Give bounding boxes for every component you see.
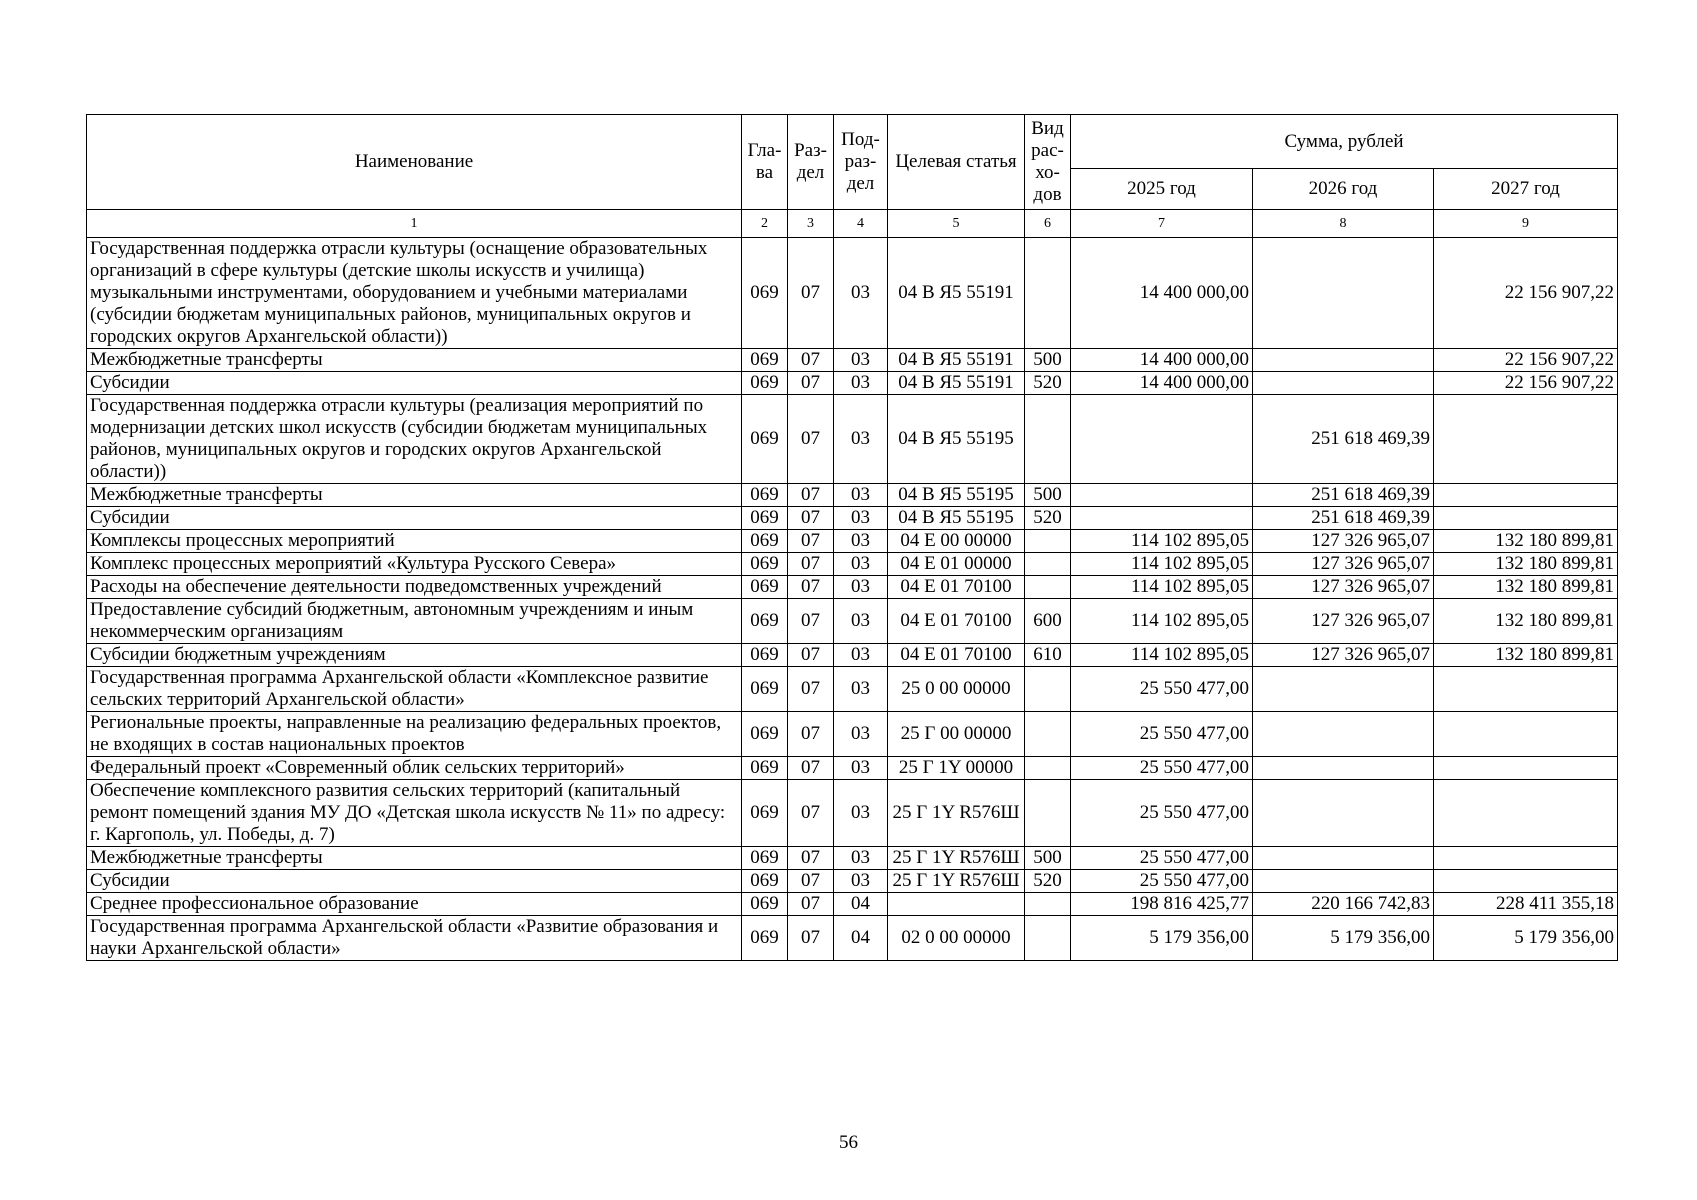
table-header [87,115,1618,238]
row-subsection: 04 [834,916,888,961]
row-sum-2027: 228 411 355,18 [1434,893,1618,916]
table-row [87,712,1618,757]
column-number: 7 [1071,210,1253,238]
budget-table [86,114,1618,961]
row-target-article: 04 В Я5 55191 [888,372,1025,395]
row-sum-2026 [1253,712,1434,757]
header-expense-type: Вид рас-хо-дов [1025,115,1071,210]
row-section: 07 [788,349,834,372]
row-section: 07 [788,599,834,644]
row-expense-type: 500 [1025,847,1071,870]
row-sum-2026 [1253,757,1434,780]
row-chapter: 069 [742,553,788,576]
row-name: Федеральный проект «Современный облик сельских территорий» [87,757,742,780]
row-chapter: 069 [742,238,788,349]
row-expense-type: 500 [1025,349,1071,372]
table-row [87,599,1618,644]
row-expense-type: 610 [1025,644,1071,667]
table-row [87,847,1618,870]
row-section: 07 [788,870,834,893]
row-target-article: 25 0 00 00000 [888,667,1025,712]
row-expense-type [1025,553,1071,576]
header-subsection: Под-раз-дел [834,115,888,210]
row-sum-2027 [1434,667,1618,712]
row-sum-2025 [1071,507,1253,530]
row-subsection: 03 [834,484,888,507]
row-sum-2025: 114 102 895,05 [1071,553,1253,576]
row-sum-2026: 127 326 965,07 [1253,576,1434,599]
row-subsection: 03 [834,667,888,712]
table-row [87,484,1618,507]
row-target-article: 25 Г 1Y R576Ш [888,780,1025,847]
row-name: Субсидии [87,372,742,395]
row-section: 07 [788,576,834,599]
header-name: Наименование [87,115,742,210]
row-chapter: 069 [742,349,788,372]
row-sum-2026: 251 618 469,39 [1253,395,1434,484]
row-sum-2027: 132 180 899,81 [1434,576,1618,599]
row-section: 07 [788,644,834,667]
row-target-article: 04 В Я5 55191 [888,238,1025,349]
table-row [87,780,1618,847]
row-subsection: 04 [834,893,888,916]
row-sum-2026: 220 166 742,83 [1253,893,1434,916]
table-row [87,395,1618,484]
row-target-article: 04 Е 01 00000 [888,553,1025,576]
row-sum-2026 [1253,847,1434,870]
row-expense-type [1025,530,1071,553]
row-subsection: 03 [834,870,888,893]
row-target-article: 25 Г 1Y R576Ш [888,870,1025,893]
row-sum-2027 [1434,484,1618,507]
row-expense-type: 520 [1025,507,1071,530]
row-expense-type: 500 [1025,484,1071,507]
column-number: 4 [834,210,888,238]
row-sum-2025: 198 816 425,77 [1071,893,1253,916]
row-subsection: 03 [834,507,888,530]
row-sum-2025 [1071,395,1253,484]
row-sum-2027: 22 156 907,22 [1434,349,1618,372]
row-section: 07 [788,395,834,484]
row-name: Расходы на обеспечение деятельности подведомственных учреждений [87,576,742,599]
row-name: Межбюджетные трансферты [87,847,742,870]
row-expense-type [1025,780,1071,847]
row-target-article: 04 Е 00 00000 [888,530,1025,553]
table-row [87,530,1618,553]
row-subsection: 03 [834,349,888,372]
row-sum-2027: 132 180 899,81 [1434,644,1618,667]
row-subsection: 03 [834,576,888,599]
table-row [87,667,1618,712]
header-target: Целевая статья [888,115,1025,210]
row-sum-2026: 127 326 965,07 [1253,644,1434,667]
row-sum-2025: 114 102 895,05 [1071,576,1253,599]
row-section: 07 [788,667,834,712]
row-chapter: 069 [742,507,788,530]
row-expense-type [1025,712,1071,757]
column-number: 3 [788,210,834,238]
row-sum-2027: 22 156 907,22 [1434,238,1618,349]
header-year-2027: 2027 год [1434,169,1618,210]
row-subsection: 03 [834,780,888,847]
row-sum-2027 [1434,757,1618,780]
table-row [87,644,1618,667]
row-sum-2025: 14 400 000,00 [1071,372,1253,395]
row-section: 07 [788,757,834,780]
row-target-article: 02 0 00 00000 [888,916,1025,961]
column-number: 1 [87,210,742,238]
row-section: 07 [788,780,834,847]
row-section: 07 [788,507,834,530]
row-sum-2025: 114 102 895,05 [1071,599,1253,644]
row-chapter: 069 [742,667,788,712]
row-section: 07 [788,372,834,395]
table-row [87,576,1618,599]
row-subsection: 03 [834,553,888,576]
row-expense-type: 520 [1025,870,1071,893]
row-sum-2025: 14 400 000,00 [1071,238,1253,349]
header-section: Раз-дел [788,115,834,210]
row-chapter: 069 [742,893,788,916]
row-target-article: 25 Г 1Y R576Ш [888,847,1025,870]
row-expense-type [1025,667,1071,712]
row-expense-type [1025,395,1071,484]
row-target-article: 25 Г 1Y 00000 [888,757,1025,780]
row-chapter: 069 [742,916,788,961]
row-section: 07 [788,530,834,553]
row-expense-type [1025,238,1071,349]
header-year-2025: 2025 год [1071,169,1253,210]
row-sum-2025 [1071,484,1253,507]
row-sum-2025: 25 550 477,00 [1071,870,1253,893]
row-expense-type [1025,893,1071,916]
row-name: Межбюджетные трансферты [87,349,742,372]
row-name: Межбюджетные трансферты [87,484,742,507]
row-section: 07 [788,484,834,507]
row-sum-2025: 25 550 477,00 [1071,847,1253,870]
row-target-article: 04 Е 01 70100 [888,599,1025,644]
row-sum-2027 [1434,780,1618,847]
row-subsection: 03 [834,599,888,644]
row-name: Субсидии [87,507,742,530]
row-sum-2027 [1434,712,1618,757]
row-name: Региональные проекты, направленные на реализацию федеральных проектов, не входящих в состав национальных проектов [87,712,742,757]
row-name: Государственная поддержка отрасли культуры (реализация мероприятий по модернизации детских школ искусств (субсидии бюджетам муниципальных районов, муниципальных округов и городских округов Архангельской области)) [87,395,742,484]
row-chapter: 069 [742,372,788,395]
row-target-article: 04 В Я5 55195 [888,484,1025,507]
row-target-article: 04 Е 01 70100 [888,576,1025,599]
row-sum-2025: 114 102 895,05 [1071,530,1253,553]
row-expense-type: 600 [1025,599,1071,644]
row-name: Субсидии [87,870,742,893]
row-sum-2027: 132 180 899,81 [1434,553,1618,576]
row-target-article: 04 В Я5 55195 [888,395,1025,484]
row-sum-2026: 127 326 965,07 [1253,530,1434,553]
row-chapter: 069 [742,644,788,667]
row-chapter: 069 [742,780,788,847]
row-sum-2025: 14 400 000,00 [1071,349,1253,372]
row-subsection: 03 [834,372,888,395]
column-number: 9 [1434,210,1618,238]
header-year-2026: 2026 год [1253,169,1434,210]
table-row [87,870,1618,893]
row-name: Субсидии бюджетным учреждениям [87,644,742,667]
table-row [87,893,1618,916]
row-expense-type: 520 [1025,372,1071,395]
row-sum-2026: 251 618 469,39 [1253,507,1434,530]
row-sum-2025: 25 550 477,00 [1071,712,1253,757]
row-target-article: 04 В Я5 55191 [888,349,1025,372]
row-sum-2026: 251 618 469,39 [1253,484,1434,507]
row-subsection: 03 [834,757,888,780]
row-subsection: 03 [834,238,888,349]
row-section: 07 [788,238,834,349]
header-sum: Сумма, рублей [1071,115,1618,169]
row-chapter: 069 [742,599,788,644]
row-name: Среднее профессиональное образование [87,893,742,916]
column-number: 5 [888,210,1025,238]
table-row [87,553,1618,576]
row-sum-2025: 114 102 895,05 [1071,644,1253,667]
table-row [87,349,1618,372]
row-name: Государственная поддержка отрасли культуры (оснащение образовательных организаций в сфере культуры (детские школы искусств и училища) музыкальными инструментами, оборудованием и учебными материалами (субсидии бюджетам муниципальных районов, муниципальных округов и городских округов Архангельской области)) [87,238,742,349]
row-section: 07 [788,916,834,961]
row-expense-type [1025,576,1071,599]
row-name: Государственная программа Архангельской области «Развитие образования и науки Архангельской области» [87,916,742,961]
row-sum-2027: 5 179 356,00 [1434,916,1618,961]
table-row [87,507,1618,530]
row-sum-2027 [1434,847,1618,870]
row-chapter: 069 [742,530,788,553]
row-sum-2027 [1434,507,1618,530]
row-sum-2026 [1253,372,1434,395]
row-subsection: 03 [834,395,888,484]
row-chapter: 069 [742,757,788,780]
table-body [87,238,1618,961]
row-target-article: 25 Г 00 00000 [888,712,1025,757]
row-target-article [888,893,1025,916]
row-name: Комплекс процессных мероприятий «Культура Русского Севера» [87,553,742,576]
row-name: Комплексы процессных мероприятий [87,530,742,553]
row-sum-2026: 5 179 356,00 [1253,916,1434,961]
row-subsection: 03 [834,847,888,870]
row-sum-2026 [1253,349,1434,372]
row-target-article: 04 Е 01 70100 [888,644,1025,667]
row-chapter: 069 [742,576,788,599]
row-sum-2026: 127 326 965,07 [1253,553,1434,576]
row-sum-2027 [1434,395,1618,484]
row-sum-2025: 25 550 477,00 [1071,757,1253,780]
table-row [87,757,1618,780]
row-sum-2027: 132 180 899,81 [1434,530,1618,553]
row-sum-2025: 5 179 356,00 [1071,916,1253,961]
row-expense-type [1025,916,1071,961]
row-sum-2026 [1253,780,1434,847]
row-chapter: 069 [742,484,788,507]
row-sum-2026 [1253,870,1434,893]
row-sum-2026 [1253,667,1434,712]
header-chapter: Гла-ва [742,115,788,210]
row-section: 07 [788,847,834,870]
row-sum-2027: 132 180 899,81 [1434,599,1618,644]
table-row [87,916,1618,961]
row-sum-2026: 127 326 965,07 [1253,599,1434,644]
row-chapter: 069 [742,395,788,484]
column-number: 8 [1253,210,1434,238]
row-name: Обеспечение комплексного развития сельских территорий (капитальный ремонт помещений здания МУ ДО «Детская школа искусств № 11» по адресу: г. Каргополь, ул. Победы, д. 7) [87,780,742,847]
row-section: 07 [788,893,834,916]
row-subsection: 03 [834,530,888,553]
page-number: 56 [839,1132,858,1153]
column-number: 6 [1025,210,1071,238]
table-row [87,238,1618,349]
table-row [87,372,1618,395]
row-subsection: 03 [834,644,888,667]
row-sum-2027: 22 156 907,22 [1434,372,1618,395]
column-number: 2 [742,210,788,238]
row-chapter: 069 [742,847,788,870]
row-expense-type [1025,757,1071,780]
row-section: 07 [788,553,834,576]
row-chapter: 069 [742,712,788,757]
row-name: Государственная программа Архангельской области «Комплексное развитие сельских территорий Архангельской области» [87,667,742,712]
row-sum-2027 [1434,870,1618,893]
row-chapter: 069 [742,870,788,893]
row-section: 07 [788,712,834,757]
row-sum-2025: 25 550 477,00 [1071,667,1253,712]
row-name: Предоставление субсидий бюджетным, автономным учреждениям и иным некоммерческим организациям [87,599,742,644]
row-sum-2026 [1253,238,1434,349]
row-subsection: 03 [834,712,888,757]
row-target-article: 04 В Я5 55195 [888,507,1025,530]
row-sum-2025: 25 550 477,00 [1071,780,1253,847]
